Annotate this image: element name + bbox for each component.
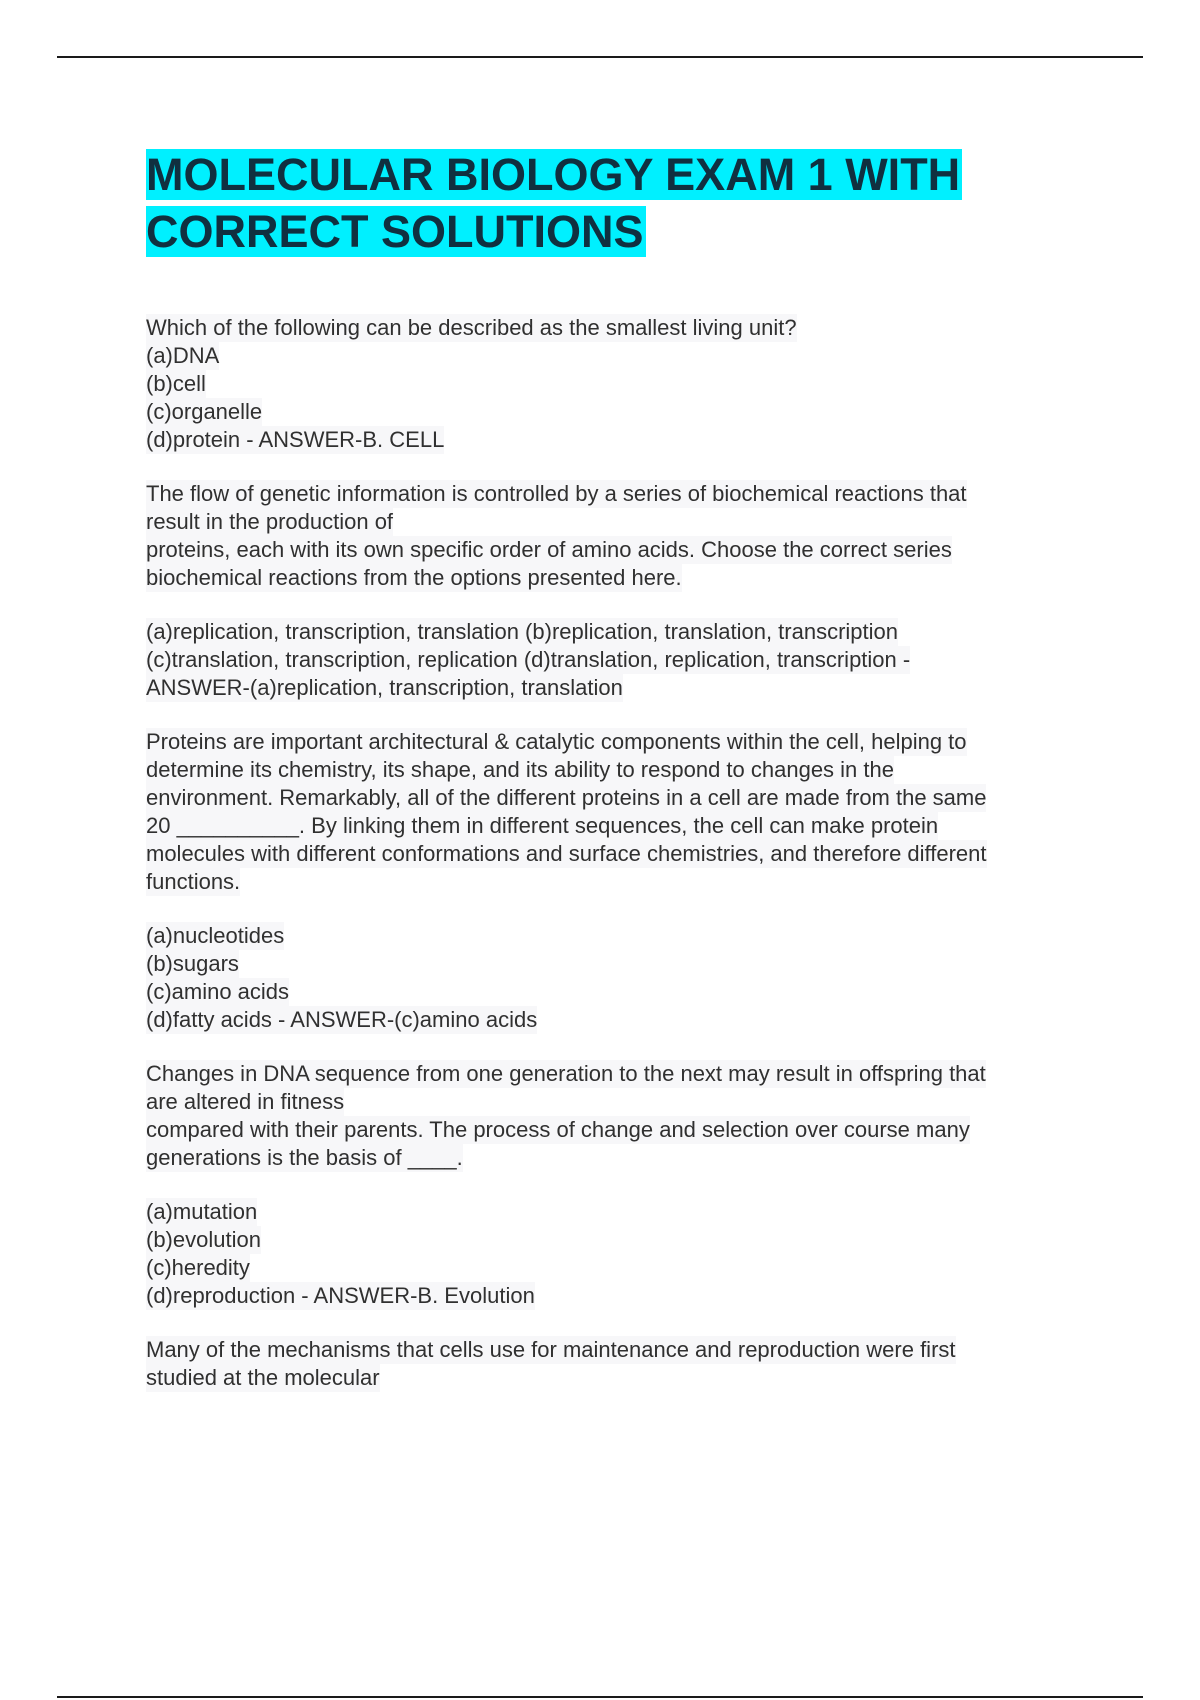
document-body bbox=[146, 146, 1086, 1418]
text-line: (a)mutation bbox=[146, 1199, 258, 1224]
text-line: compared with their parents. The process of change and selection over course many bbox=[146, 1117, 970, 1142]
text-line: generations is the basis of ____. bbox=[146, 1145, 463, 1170]
question-paragraph bbox=[146, 314, 1086, 454]
text-line: (c)organelle bbox=[146, 399, 263, 424]
title-line: MOLECULAR BIOLOGY EXAM 1 WITH bbox=[146, 149, 961, 200]
text-line: Which of the following can be described as the smallest living unit? bbox=[146, 315, 797, 340]
text-line: (d)reproduction - ANSWER-B. Evolution bbox=[146, 1283, 535, 1308]
text-line: (a)DNA bbox=[146, 343, 220, 368]
question-paragraph bbox=[146, 1336, 1086, 1392]
text-line: (b)sugars bbox=[146, 951, 239, 976]
text-line: determine its chemistry, its shape, and its ability to respond to changes in the bbox=[146, 757, 894, 782]
text-line: molecules with different conformations and surface chemistries, and therefore different bbox=[146, 841, 987, 866]
question-paragraph bbox=[146, 1060, 1086, 1172]
text-line: ANSWER-(a)replication, transcription, translation bbox=[146, 675, 623, 700]
text-line: proteins, each with its own specific order of amino acids. Choose the correct series bbox=[146, 537, 952, 562]
text-line: environment. Remarkably, all of the different proteins in a cell are made from the same bbox=[146, 785, 987, 810]
text-line: studied at the molecular bbox=[146, 1365, 380, 1390]
text-line: Many of the mechanisms that cells use for maintenance and reproduction were first bbox=[146, 1337, 956, 1362]
question-paragraph bbox=[146, 480, 1086, 592]
text-line: Changes in DNA sequence from one generation to the next may result in offspring that bbox=[146, 1061, 986, 1086]
options-paragraph bbox=[146, 1198, 1086, 1310]
text-line: (c)translation, transcription, replication (d)translation, replication, transcription - bbox=[146, 647, 911, 672]
text-line: (c)heredity bbox=[146, 1255, 250, 1280]
text-line: (a)replication, transcription, translation (b)replication, translation, transcription bbox=[146, 619, 899, 644]
options-paragraph bbox=[146, 618, 1086, 702]
text-line: (b)cell bbox=[146, 371, 206, 396]
bottom-rule bbox=[57, 1696, 1143, 1698]
question-paragraph bbox=[146, 728, 1086, 896]
options-paragraph bbox=[146, 922, 1086, 1034]
question-list bbox=[146, 314, 1086, 1392]
title-line: CORRECT SOLUTIONS bbox=[146, 206, 644, 257]
text-line: (d)fatty acids - ANSWER-(c)amino acids bbox=[146, 1007, 538, 1032]
text-line: biochemical reactions from the options presented here. bbox=[146, 565, 682, 590]
text-line: (d)protein - ANSWER-B. CELL bbox=[146, 427, 445, 452]
text-line: (b)evolution bbox=[146, 1227, 261, 1252]
document-title bbox=[146, 146, 1086, 260]
text-line: result in the production of bbox=[146, 509, 394, 534]
text-line: functions. bbox=[146, 869, 241, 894]
text-line: are altered in fitness bbox=[146, 1089, 345, 1114]
top-rule bbox=[57, 56, 1143, 58]
text-line: (a)nucleotides bbox=[146, 923, 285, 948]
text-line: 20 __________. By linking them in different sequences, the cell can make protein bbox=[146, 813, 939, 838]
text-line: (c)amino acids bbox=[146, 979, 290, 1004]
text-line: The flow of genetic information is controlled by a series of biochemical reactions that bbox=[146, 481, 967, 506]
text-line: Proteins are important architectural & catalytic components within the cell, helping to bbox=[146, 729, 967, 754]
